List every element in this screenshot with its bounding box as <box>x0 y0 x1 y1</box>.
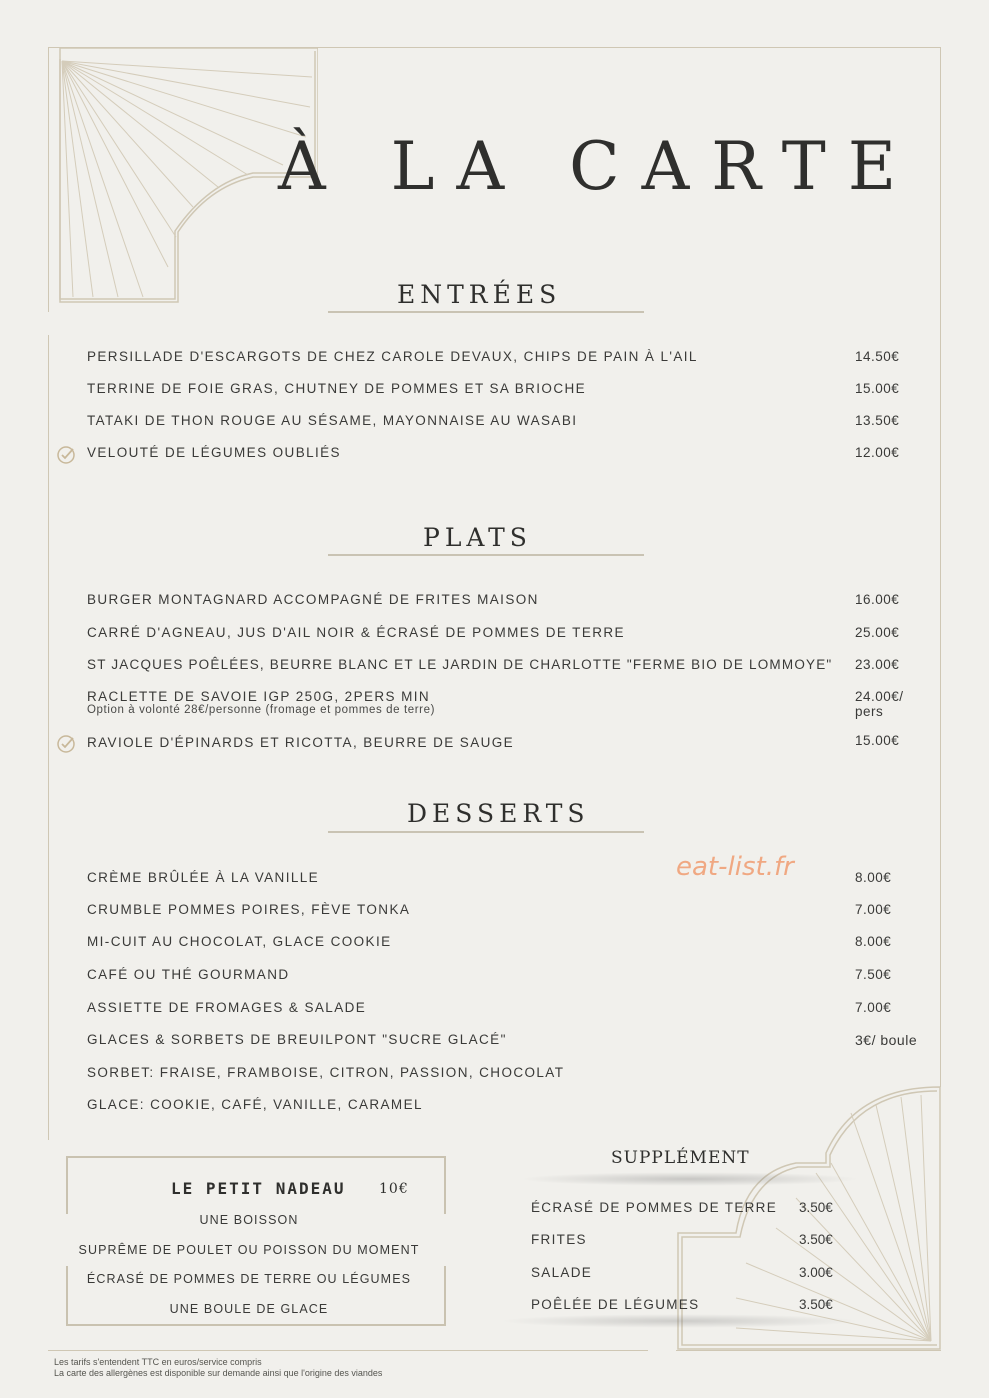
menu-item-price: 25.00€ <box>855 625 900 640</box>
supplement-item: FRITES <box>531 1232 587 1247</box>
menu-item-price: 13.50€ <box>855 413 900 428</box>
supplement-price: 3.50€ <box>799 1297 833 1312</box>
section-divider <box>328 831 644 833</box>
formula-box <box>66 1156 446 1326</box>
vegetarian-check-icon <box>56 734 76 754</box>
section-divider <box>328 311 644 313</box>
footer-note: La carte des allergènes est disponible sur demande ainsi que l'origine des viandes <box>54 1368 383 1378</box>
supplement-item: POÊLÉE DE LÉGUMES <box>531 1297 700 1312</box>
page-title: À LA CARTE <box>278 128 919 205</box>
section-divider <box>328 554 644 556</box>
menu-item: RACLETTE DE SAVOIE IGP 250G, 2PERS MIN <box>87 689 431 704</box>
formula-line: ÉCRASÉ DE POMMES DE TERRE OU LÉGUMES <box>86 1272 412 1286</box>
frame-bottom-line <box>48 1350 648 1351</box>
supplement-item: SALADE <box>531 1265 593 1280</box>
menu-item: GLACE: COOKIE, CAFÉ, VANILLE, CARAMEL <box>87 1097 423 1112</box>
menu-item-price: 12.00€ <box>855 445 900 460</box>
menu-item-price-suffix: pers <box>855 704 884 719</box>
menu-item: CRUMBLE POMMES POIRES, FÈVE TONKA <box>87 902 411 917</box>
menu-item: ASSIETTE DE FROMAGES & SALADE <box>87 1000 367 1015</box>
box-border-right-lower <box>444 1266 446 1326</box>
footer-note: Les tarifs s'entendent TTC en euros/service compris <box>54 1357 262 1367</box>
menu-item: GLACES & SORBETS DE BREUILPONT "SUCRE GLACÉ" <box>87 1032 507 1047</box>
menu-item-price: 14.50€ <box>855 349 900 364</box>
frame-left-inner-line <box>48 335 49 1140</box>
menu-item: PERSILLADE D'ESCARGOTS DE CHEZ CAROLE DEVAUX, CHIPS DE PAIN À L'AIL <box>87 349 698 364</box>
supplement-price: 3.50€ <box>799 1232 833 1247</box>
formula-title: LE PETIT NADEAU <box>171 1179 346 1198</box>
supplement-price: 3.50€ <box>799 1200 833 1215</box>
menu-item-price: 7.50€ <box>855 967 892 982</box>
menu-item: TATAKI DE THON ROUGE AU SÉSAME, MAYONNAISE AU WASABI <box>87 413 578 428</box>
section-title-desserts: DESSERTS <box>407 799 590 828</box>
supplement-price: 3.00€ <box>799 1265 833 1280</box>
menu-item-price: 8.00€ <box>855 934 892 949</box>
menu-item: CRÈME BRÛLÉE À LA VANILLE <box>87 870 320 885</box>
section-title-plats: PLATS <box>423 523 532 552</box>
menu-item-price: 7.00€ <box>855 1000 892 1015</box>
supplement-shadow-top <box>520 1172 860 1186</box>
menu-item-price: 15.00€ <box>855 381 900 396</box>
formula-price: 10€ <box>379 1181 409 1197</box>
menu-item: ST JACQUES POÊLÉES, BEURRE BLANC ET LE JARDIN DE CHARLOTTE "FERME BIO DE LOMMOYE" <box>87 657 833 672</box>
supplement-title: SUPPLÉMENT <box>611 1148 750 1168</box>
menu-item-price: 24.00€/ <box>855 689 904 704</box>
vegetarian-check-icon <box>56 445 76 465</box>
menu-item-price: 15.00€ <box>855 733 900 748</box>
formula-line: SUPRÊME DE POULET OU POISSON DU MOMENT <box>78 1243 420 1257</box>
menu-item-note: Option à volonté 28€/personne (fromage et pommes de terre) <box>87 704 436 716</box>
menu-item-price: 7.00€ <box>855 902 892 917</box>
box-border-top <box>66 1156 446 1158</box>
menu-item: CAFÉ OU THÉ GOURMAND <box>87 967 290 982</box>
frame-right-line <box>940 47 941 1087</box>
menu-item: RAVIOLE D'ÉPINARDS ET RICOTTA, BEURRE DE SAUGE <box>87 735 515 750</box>
box-border-left <box>66 1156 68 1214</box>
menu-item: SORBET: FRAISE, FRAMBOISE, CITRON, PASSION, CHOCOLAT <box>87 1065 565 1080</box>
formula-line: UNE BOULE DE GLACE <box>169 1302 329 1316</box>
menu-item: TERRINE DE FOIE GRAS, CHUTNEY DE POMMES ET SA BRIOCHE <box>87 381 587 396</box>
formula-line: UNE BOISSON <box>199 1213 299 1227</box>
supplement-shadow-bottom <box>500 1314 860 1328</box>
box-border-right <box>444 1156 446 1214</box>
menu-item-price: 8.00€ <box>855 870 892 885</box>
supplement-item: ÉCRASÉ DE POMMES DE TERRE <box>531 1200 778 1215</box>
menu-item-price: 23.00€ <box>855 657 900 672</box>
menu-item: CARRÉ D'AGNEAU, JUS D'AIL NOIR & ÉCRASÉ DE POMMES DE TERRE <box>87 625 625 640</box>
menu-item: VELOUTÉ DE LÉGUMES OUBLIÉS <box>87 445 341 460</box>
menu-item-price: 3€/ boule <box>855 1032 918 1048</box>
watermark: eat-list.fr <box>676 852 794 882</box>
menu-item: BURGER MONTAGNARD ACCOMPAGNÉ DE FRITES MAISON <box>87 592 539 607</box>
section-title-entrees: ENTRÉES <box>397 280 562 309</box>
box-border-bottom <box>66 1324 446 1326</box>
menu-item-price: 16.00€ <box>855 592 900 607</box>
menu-item: MI-CUIT AU CHOCOLAT, GLACE COOKIE <box>87 934 392 949</box>
